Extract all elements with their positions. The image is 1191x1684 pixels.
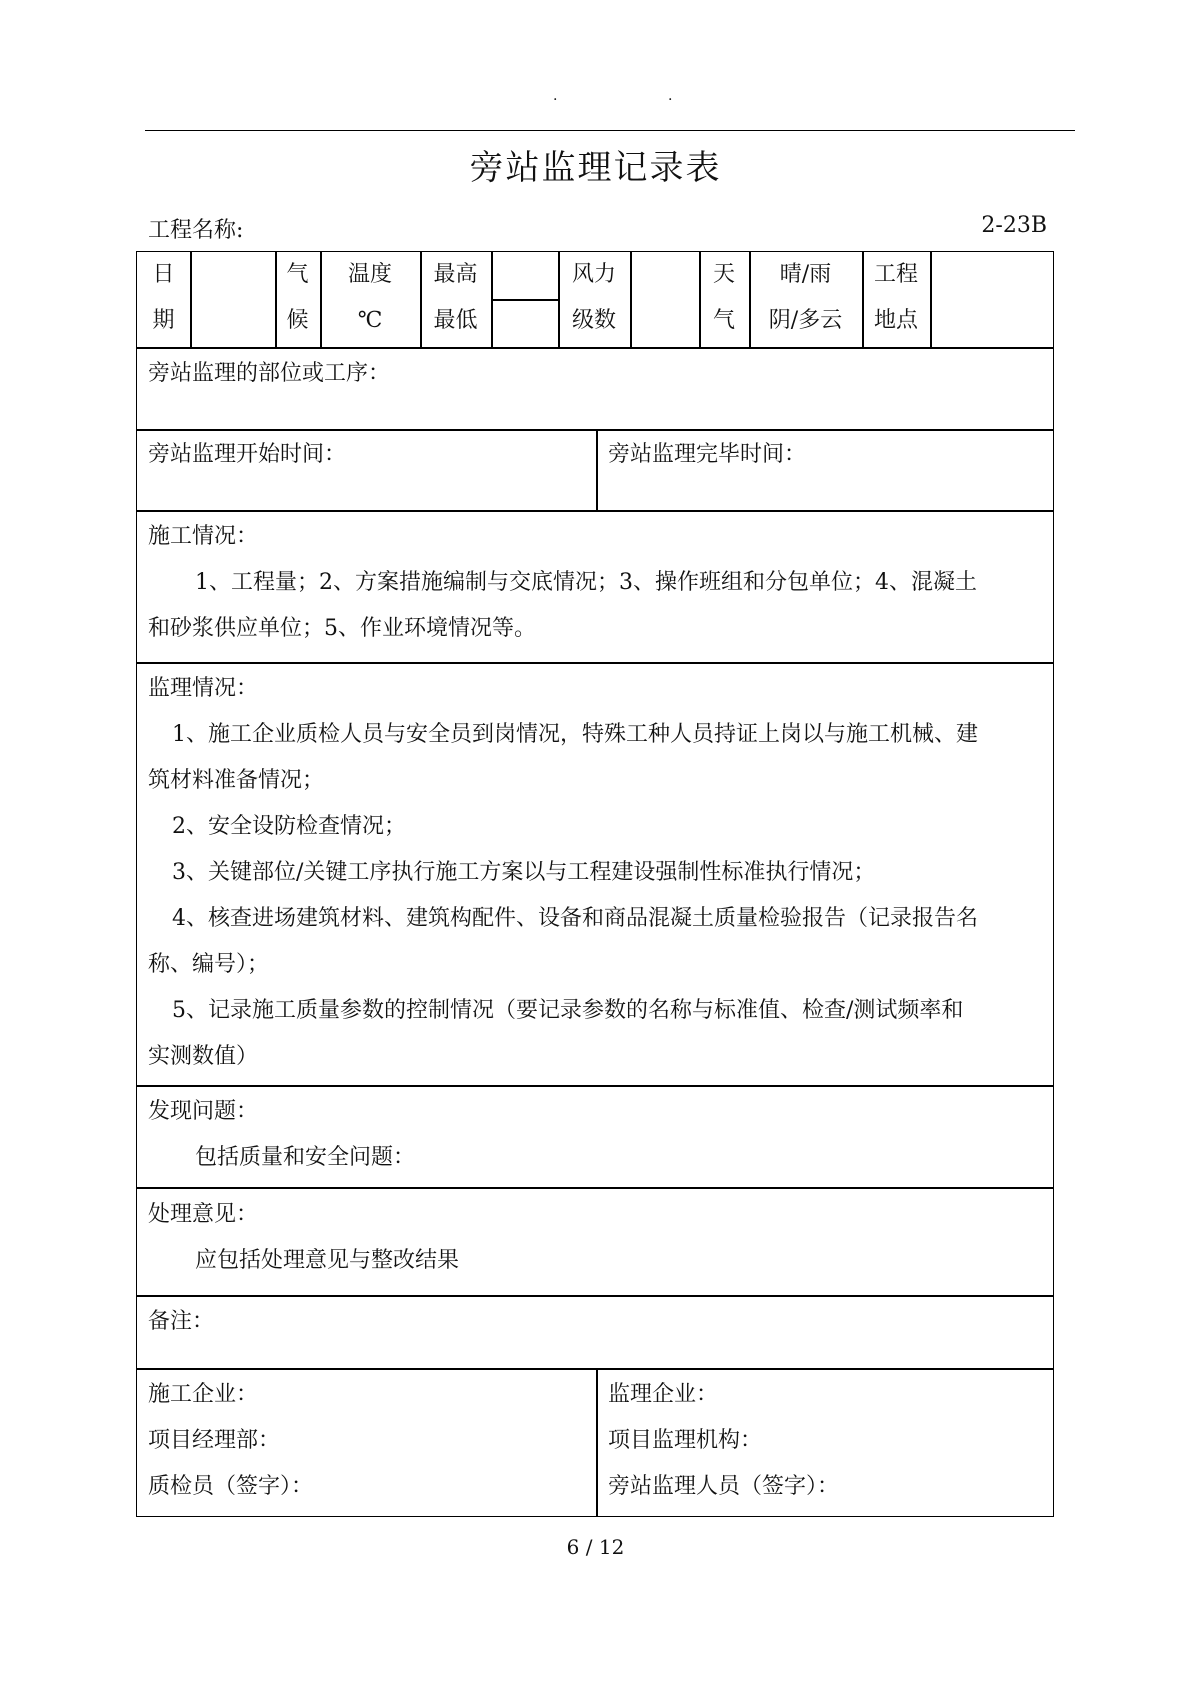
handling-label: 处理意见： (148, 1202, 259, 1227)
col-divider (630, 252, 632, 347)
header-dot-left: . (553, 88, 558, 104)
supervision-line-4: 3、关键部位/关键工序执行施工方案以与工程建设强制性标准执行情况； (172, 860, 876, 885)
date-label-2: 期 (152, 308, 175, 333)
contractor-label: 施工企业： (148, 1382, 259, 1407)
header-dot-right: . (668, 88, 673, 104)
header-rule (145, 130, 1075, 131)
end-time-label: 旁站监理完毕时间： (608, 442, 807, 467)
col-divider (491, 252, 493, 347)
site-label-1: 工程 (873, 262, 918, 287)
temp-low-label: 最低 (433, 308, 478, 333)
supervision-line-2: 筑材料准备情况； (148, 768, 325, 793)
row-divider (137, 662, 1053, 664)
project-manager-dept-label: 项目经理部： (148, 1428, 281, 1453)
weather-options-1: 晴/雨 (779, 262, 832, 287)
page-number: 6 / 12 (566, 1535, 625, 1559)
row-divider (137, 347, 1053, 349)
col-divider (930, 252, 932, 347)
form-code: 2-23B (981, 213, 1047, 238)
sky-label-1: 天 (712, 262, 735, 287)
cell-divider (491, 299, 558, 301)
header-dots (0, 88, 1191, 108)
problems-text: 包括质量和安全问题： (195, 1145, 416, 1170)
construction-label: 施工情况： (148, 524, 259, 549)
start-time-label: 旁站监理开始时间： (148, 442, 347, 467)
supervision-line-7: 5、记录施工质量参数的控制情况（要记录参数的名称与标准值、检查/测试频率和 (172, 998, 964, 1023)
form-title: 旁站监理记录表 (469, 148, 722, 188)
construction-line-2: 和砂浆供应单位；5、作业环境情况等。 (148, 616, 536, 641)
supervision-company-label: 监理企业： (608, 1382, 719, 1407)
col-divider (190, 252, 192, 347)
climate-label-2: 候 (286, 308, 309, 333)
remarks-label: 备注： (148, 1309, 215, 1334)
wind-label-2: 级数 (571, 308, 616, 333)
temp-high-label: 最高 (433, 262, 478, 287)
temperature-label-2: ℃ (357, 308, 383, 333)
climate-label-1: 气 (286, 262, 309, 287)
row-divider (137, 1295, 1053, 1297)
supervision-line-8: 实测数值） (148, 1044, 259, 1069)
record-table (136, 251, 1054, 1517)
date-label-1: 日 (152, 262, 175, 287)
temperature-label-1: 温度 (347, 262, 392, 287)
supervisor-signature-label: 旁站监理人员（签字）： (608, 1474, 840, 1499)
weather-options-2: 阴/多云 (768, 308, 843, 333)
row-divider (137, 1368, 1053, 1370)
row-divider (137, 1187, 1053, 1189)
site-label-2: 地点 (873, 308, 918, 333)
quality-inspector-signature-label: 质检员（签字）： (148, 1474, 314, 1499)
row-divider (137, 510, 1053, 512)
supervision-label: 监理情况： (148, 676, 259, 701)
col-divider (596, 1368, 598, 1516)
handling-text: 应包括处理意见与整改结果 (195, 1248, 460, 1273)
wind-label-1: 风力 (571, 262, 616, 287)
row-divider (137, 429, 1053, 431)
sky-label-2: 气 (712, 308, 735, 333)
supervision-agency-label: 项目监理机构： (608, 1428, 763, 1453)
row-divider (137, 1085, 1053, 1087)
col-divider (596, 429, 598, 510)
construction-line-1: 1、工程量；2、方案措施编制与交底情况；3、操作班组和分包单位；4、混凝土 (195, 570, 977, 595)
supervision-line-5: 4、核查进场建筑材料、建筑构配件、设备和商品混凝土质量检验报告（记录报告名 (172, 906, 978, 931)
supervision-line-1: 1、施工企业质检人员与安全员到岗情况，特殊工种人员持证上岗以与施工机械、建 (172, 722, 978, 747)
problems-label: 发现问题： (148, 1099, 259, 1124)
project-name-label: 工程名称: (148, 218, 244, 243)
supervision-line-3: 2、安全设防检查情况； (172, 814, 406, 839)
supervision-line-6: 称、编号）； (148, 952, 270, 977)
position-label: 旁站监理的部位或工序： (148, 361, 391, 386)
